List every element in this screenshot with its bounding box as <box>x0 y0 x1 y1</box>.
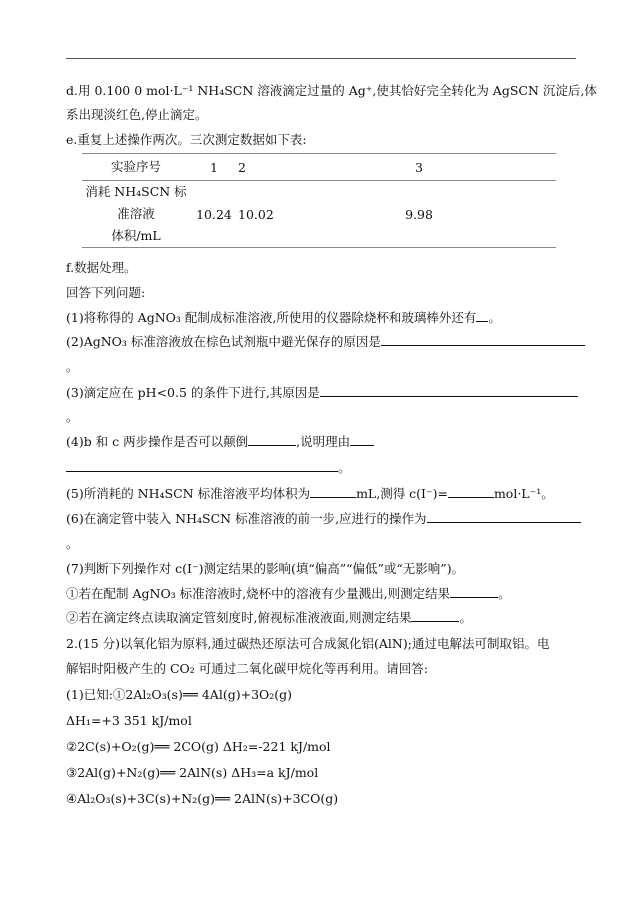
question-5 <box>66 485 554 503</box>
question-6 <box>66 510 581 528</box>
equation-2: ②2C(s)+O₂(g)══ 2CO(g) ΔH₂=-221 kJ/mol <box>66 739 331 754</box>
question-2-end: 。 <box>66 359 79 374</box>
answer-blank[interactable] <box>381 333 585 346</box>
question-4-end: 。 <box>338 460 351 475</box>
question-4 <box>66 433 374 451</box>
table-row-label <box>82 181 190 248</box>
question-6-end: 。 <box>66 536 79 551</box>
table-header-cell: 3 <box>282 154 556 181</box>
step-d-line1: d.用 0.100 0 mol·L⁻¹ NH₄SCN 溶液滴定过量的 Ag⁺,使其恰好完全转化为 AgSCN 沉淀后,体 <box>66 83 597 98</box>
questions-intro: 回答下列问题: <box>66 285 146 300</box>
answer-blank[interactable] <box>310 485 356 498</box>
question-1-end: 。 <box>488 310 501 325</box>
question-2-text: (2)AgNO₃ 标准溶液放在棕色试剂瓶中避光保存的原因是 <box>66 334 381 349</box>
question-7: (7)判断下列操作对 c(I⁻)测定结果的影响(填“偏高”“偏低”或“无影响”)。 <box>66 561 465 576</box>
step-f-line: f.数据处理。 <box>66 260 137 275</box>
question-1-text: (1)将称得的 AgNO₃ 配制成标准溶液,所使用的仪器除烧杯和玻璃棒外还有 <box>66 310 477 325</box>
equation-3: ③2Al(g)+N₂(g)══ 2AlN(s) ΔH₃=a kJ/mol <box>66 765 319 780</box>
table-header-cell: 2 <box>238 154 282 181</box>
table-cell: 10.24 <box>190 181 238 248</box>
header-rule <box>66 58 576 59</box>
answer-blank[interactable] <box>448 485 494 498</box>
problem-2-line1: 2.(15 分)以氧化铝为原料,通过碳热还原法可合成氮化铝(AlN);通过电解法可制取铝。电 <box>66 636 550 651</box>
question-3-text: (3)滴定应在 pH<0.5 的条件下进行,其原因是 <box>66 385 320 400</box>
equation-1: (1)已知:①2Al₂O₃(s)══ 4Al(g)+3O₂(g) <box>66 687 293 702</box>
equation-1-enthalpy: ΔH₁=+3 351 kJ/mol <box>66 713 192 728</box>
question-2 <box>66 333 585 351</box>
answer-blank[interactable] <box>476 309 488 322</box>
question-5-mid: mL,测得 c(I⁻)= <box>356 486 448 501</box>
question-3-end: 。 <box>66 409 79 424</box>
question-7-1-text: ①若在配制 AgNO₃ 标准溶液时,烧杯中的溶液有少量溅出,则测定结果 <box>66 586 451 601</box>
table-cell: 9.98 <box>282 181 556 248</box>
answer-blank[interactable] <box>320 384 578 397</box>
answer-blank[interactable] <box>450 585 498 598</box>
data-table <box>82 153 556 248</box>
question-7-1 <box>66 585 511 603</box>
question-7-2-end: 。 <box>459 610 472 625</box>
answer-blank[interactable] <box>411 609 459 622</box>
answer-blank[interactable] <box>427 510 581 523</box>
question-7-2-text: ②若在滴定终点读取滴定管刻度时,俯视标准液液面,则测定结果 <box>66 610 412 625</box>
question-5-unit: mol·L⁻¹。 <box>493 486 554 501</box>
table-cell: 10.02 <box>238 181 282 248</box>
answer-blank[interactable] <box>248 433 296 446</box>
problem-2-line2: 解铝时阳极产生的 CO₂ 可通过二氧化碳甲烷化等再利用。请回答: <box>66 661 428 676</box>
question-7-1-end: 。 <box>498 586 511 601</box>
question-6-text: (6)在滴定管中装入 NH₄SCN 标准溶液的前一步,应进行的操作为 <box>66 511 427 526</box>
answer-blank[interactable] <box>350 433 374 446</box>
question-5-text: (5)所消耗的 NH₄SCN 标准溶液平均体积为 <box>66 486 311 501</box>
table-header-cell: 实验序号 <box>82 154 190 181</box>
row-label-line1: 消耗 NH₄SCN 标准溶液 <box>85 184 187 221</box>
equation-4: ④Al₂O₃(s)+3C(s)+N₂(g)══ 2AlN(s)+3CO(g) <box>66 791 339 806</box>
table-header-row <box>82 154 556 181</box>
question-4-line2 <box>66 459 351 477</box>
question-7-2 <box>66 609 472 627</box>
question-1 <box>66 309 501 327</box>
step-d-line2: 系出现淡红色,停止滴定。 <box>66 107 208 122</box>
question-4-reason: ,说明理由 <box>296 434 351 449</box>
table-row <box>82 181 556 248</box>
table-header-cell: 1 <box>190 154 238 181</box>
row-label-line2: 体积/mL <box>111 228 161 243</box>
step-e-line: e.重复上述操作两次。三次测定数据如下表: <box>66 132 307 147</box>
question-4-text: (4)b 和 c 两步操作是否可以颠倒 <box>66 434 249 449</box>
question-3 <box>66 384 578 402</box>
answer-blank[interactable] <box>66 459 338 472</box>
